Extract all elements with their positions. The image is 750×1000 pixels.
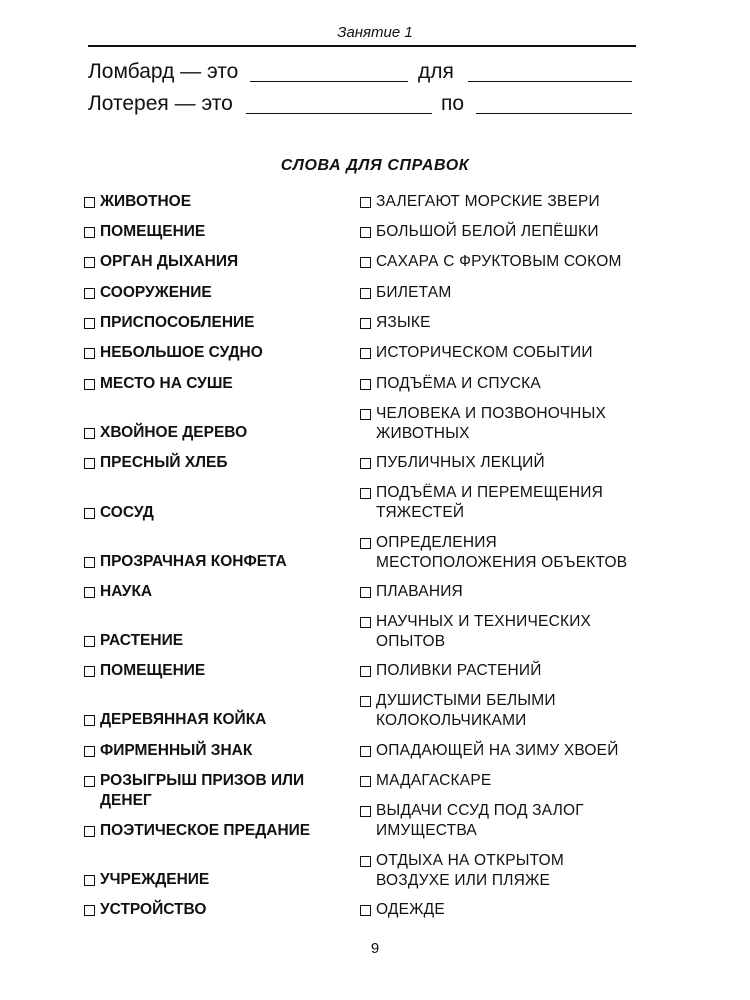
checkbox-icon[interactable] — [84, 666, 95, 677]
checkbox-icon[interactable] — [84, 905, 95, 916]
definition-item — [84, 821, 310, 841]
completion-item — [360, 283, 451, 303]
checkbox-icon[interactable] — [84, 288, 95, 299]
checkbox-icon[interactable] — [84, 587, 95, 598]
definition-item — [84, 423, 247, 443]
definition-item-line: ПРИСПОСОБЛЕНИЕ — [100, 314, 255, 331]
completion-item-line: ИСТОРИЧЕСКОМ СОБЫТИИ — [376, 344, 593, 361]
checkbox-icon[interactable] — [84, 197, 95, 208]
completion-item — [360, 900, 445, 920]
definition-item — [84, 374, 233, 394]
definition-item-line: РАСТЕНИЕ — [100, 632, 184, 649]
definition-item-line: ПОЭТИЧЕСКОЕ ПРЕДАНИЕ — [100, 822, 311, 839]
definition-item-text — [100, 423, 247, 443]
checkbox-icon[interactable] — [84, 318, 95, 329]
checkbox-icon[interactable] — [84, 458, 95, 469]
completion-item — [360, 691, 556, 731]
completion-item — [360, 343, 593, 363]
definition-item-text — [100, 313, 255, 333]
definition-item — [84, 283, 212, 303]
checkbox-icon[interactable] — [360, 776, 371, 787]
definition-item-text — [100, 710, 266, 730]
completion-item-line: ОТДЫХА НА ОТКРЫТОМ — [376, 852, 565, 869]
definition-item-line: ОРГАН ДЫХАНИЯ — [100, 253, 239, 270]
completion-item-text — [376, 851, 564, 891]
definition-item — [84, 453, 228, 473]
completion-item-text — [376, 612, 591, 652]
section-title: СЛОВА ДЛЯ СПРАВОК — [280, 157, 470, 174]
completion-item-line: ПОДЪЁМА И СПУСКА — [376, 375, 541, 392]
definition-item-line: ДЕНЕГ — [100, 792, 152, 809]
completion-item-text — [376, 691, 556, 731]
completion-item — [360, 222, 599, 242]
definition-item-line: ХВОЙНОЕ ДЕРЕВО — [100, 424, 248, 441]
sentence-2-middle: по — [441, 92, 465, 115]
checkbox-icon[interactable] — [360, 806, 371, 817]
completion-item-text — [376, 771, 491, 791]
definition-item-text — [100, 222, 205, 242]
checkbox-icon[interactable] — [84, 776, 95, 787]
completion-item-line: ПЛАВАНИЯ — [376, 583, 463, 600]
completion-item — [360, 192, 600, 212]
definition-item-line: РОЗЫГРЫШ ПРИЗОВ ИЛИ — [100, 772, 305, 789]
checkbox-icon[interactable] — [84, 636, 95, 647]
definition-item-text — [100, 821, 310, 841]
completion-item — [360, 252, 622, 272]
definition-item-text — [100, 552, 287, 572]
completion-item-line: ОДЕЖДЕ — [376, 901, 445, 918]
completion-item — [360, 741, 619, 761]
definition-item-line: ФИРМЕННЫЙ ЗНАК — [100, 742, 253, 759]
definition-item — [84, 900, 206, 920]
blank-1a[interactable] — [250, 81, 408, 82]
definition-item — [84, 343, 263, 363]
sentence-1-prefix: Ломбард — это — [88, 60, 239, 83]
definition-item-line: ПРОЗРАЧНАЯ КОНФЕТА — [100, 553, 287, 570]
completion-item-line: БИЛЕТАМ — [376, 284, 452, 301]
checkbox-icon[interactable] — [360, 288, 371, 299]
definition-item-text — [100, 252, 238, 272]
checkbox-icon[interactable] — [360, 348, 371, 359]
completion-item-line: ДУШИСТЫМИ БЕЛЫМИ — [376, 692, 556, 709]
completion-item-line: ВЫДАЧИ ССУД ПОД ЗАЛОГ — [376, 802, 584, 819]
checkbox-icon[interactable] — [360, 227, 371, 238]
completion-item — [360, 661, 542, 681]
completion-item-text — [376, 801, 584, 841]
completion-item-line: ЗАЛЕГАЮТ МОРСКИЕ ЗВЕРИ — [376, 193, 600, 210]
checkbox-icon[interactable] — [360, 587, 371, 598]
header-divider — [88, 45, 636, 47]
completion-item-line: ЧЕЛОВЕКА И ПОЗВОНОЧНЫХ — [376, 405, 607, 422]
checkbox-icon[interactable] — [84, 875, 95, 886]
completion-item — [360, 771, 491, 791]
completion-item-line: ОПРЕДЕЛЕНИЯ — [376, 534, 497, 551]
completion-item-line: ИМУЩЕСТВА — [376, 822, 477, 839]
checkbox-icon[interactable] — [360, 458, 371, 469]
checkbox-icon[interactable] — [360, 696, 371, 707]
definition-item — [84, 192, 191, 212]
completion-item-text — [376, 252, 622, 272]
definition-item-text — [100, 741, 252, 761]
definition-item-line: НЕБОЛЬШОЕ СУДНО — [100, 344, 263, 361]
completion-item — [360, 582, 463, 602]
completion-item-line: БОЛЬШОЙ БЕЛОЙ ЛЕПЁШКИ — [376, 223, 599, 240]
completion-item — [360, 612, 591, 652]
completion-item — [360, 374, 541, 394]
completion-item — [360, 404, 606, 444]
definition-item — [84, 313, 255, 333]
definition-item — [84, 552, 287, 572]
completion-item-line: ТЯЖЕСТЕЙ — [376, 504, 465, 521]
completion-item — [360, 851, 564, 891]
definition-item — [84, 582, 152, 602]
definition-item — [84, 503, 154, 523]
completion-item-text — [376, 483, 603, 523]
checkbox-icon[interactable] — [84, 557, 95, 568]
definition-item-line: УСТРОЙСТВО — [100, 901, 207, 918]
checkbox-icon[interactable] — [360, 905, 371, 916]
checkbox-icon[interactable] — [84, 348, 95, 359]
definition-item — [84, 631, 183, 651]
checkbox-icon[interactable] — [360, 488, 371, 499]
completion-item-text — [376, 404, 606, 444]
completion-item — [360, 483, 603, 523]
definition-item-text — [100, 631, 183, 651]
completion-item-line: ЖИВОТНЫХ — [376, 425, 470, 442]
completion-item — [360, 801, 584, 841]
sentence-1-middle: для — [418, 60, 454, 83]
definition-item-line: ПРЕСНЫЙ ХЛЕБ — [100, 454, 228, 471]
completion-item-line: КОЛОКОЛЬЧИКАМИ — [376, 712, 527, 729]
definition-item-text — [100, 374, 233, 394]
definition-item — [84, 741, 252, 761]
definition-item-text — [100, 661, 205, 681]
checkbox-icon[interactable] — [360, 538, 371, 549]
definition-item-text — [100, 771, 304, 811]
checkbox-icon[interactable] — [360, 409, 371, 420]
completion-item-text — [376, 741, 619, 761]
completion-item-text — [376, 453, 545, 473]
checkbox-icon[interactable] — [84, 508, 95, 519]
checkbox-icon[interactable] — [360, 379, 371, 390]
checkbox-icon[interactable] — [84, 826, 95, 837]
definition-item-line: УЧРЕЖДЕНИЕ — [100, 871, 210, 888]
completion-item-line: МЕСТОПОЛОЖЕНИЯ ОБЪЕКТОВ — [376, 554, 628, 571]
completion-item-line: ОПАДАЮЩЕЙ НА ЗИМУ ХВОЕЙ — [376, 742, 619, 759]
definition-item-text — [100, 900, 206, 920]
checkbox-icon[interactable] — [360, 746, 371, 757]
definition-item-text — [100, 283, 212, 303]
checkbox-icon[interactable] — [360, 856, 371, 867]
definition-item — [84, 771, 304, 811]
definition-item — [84, 252, 238, 272]
page-number: 9 — [370, 940, 380, 957]
checkbox-icon[interactable] — [84, 746, 95, 757]
completion-item-line: ПУБЛИЧНЫХ ЛЕКЦИЙ — [376, 454, 545, 471]
checkbox-icon[interactable] — [360, 318, 371, 329]
completion-item-text — [376, 343, 593, 363]
completion-item-line: САХАРА С ФРУКТОВЫМ СОКОМ — [376, 253, 622, 270]
definition-item-text — [100, 192, 191, 212]
definition-item-line: ЖИВОТНОЕ — [100, 193, 192, 210]
completion-item-line: ОПЫТОВ — [376, 633, 446, 650]
definition-item-line: НАУКА — [100, 583, 153, 600]
checkbox-icon[interactable] — [84, 257, 95, 268]
checkbox-icon[interactable] — [84, 428, 95, 439]
definition-item-line: СОСУД — [100, 504, 154, 521]
completion-item-line: ЯЗЫКЕ — [376, 314, 431, 331]
checkbox-icon[interactable] — [360, 197, 371, 208]
checkbox-icon[interactable] — [84, 715, 95, 726]
completion-item-line: ПОЛИВКИ РАСТЕНИЙ — [376, 662, 542, 679]
definition-item — [84, 870, 209, 890]
sentence-2-prefix: Лотерея — это — [88, 92, 233, 115]
definition-item-text — [100, 870, 209, 890]
completion-item-text — [376, 582, 463, 602]
blank-1b[interactable] — [468, 81, 632, 82]
blank-2b[interactable] — [476, 113, 632, 114]
checkbox-icon[interactable] — [360, 617, 371, 628]
checkbox-icon[interactable] — [360, 257, 371, 268]
definition-item-line: ПОМЕЩЕНИЕ — [100, 662, 206, 679]
definition-item-text — [100, 343, 263, 363]
definition-item-line: СООРУЖЕНИЕ — [100, 284, 212, 301]
checkbox-icon[interactable] — [84, 227, 95, 238]
completion-item-line: ПОДЪЁМА И ПЕРЕМЕЩЕНИЯ — [376, 484, 603, 501]
definition-item — [84, 710, 266, 730]
completion-item — [360, 453, 545, 473]
completion-item — [360, 313, 431, 333]
completion-item-line: НАУЧНЫХ И ТЕХНИЧЕСКИХ — [376, 613, 592, 630]
completion-item-text — [376, 313, 431, 333]
completion-item-text — [376, 222, 599, 242]
completion-item — [360, 533, 627, 573]
definition-item-text — [100, 582, 152, 602]
completion-item-text — [376, 374, 541, 394]
completion-item-text — [376, 900, 445, 920]
completion-item-text — [376, 283, 451, 303]
completion-item-text — [376, 533, 627, 573]
completion-item-line: ВОЗДУХЕ ИЛИ ПЛЯЖЕ — [376, 872, 551, 889]
checkbox-icon[interactable] — [84, 379, 95, 390]
completion-item-text — [376, 661, 542, 681]
definition-item — [84, 661, 205, 681]
definition-item-line: МЕСТО НА СУШЕ — [100, 375, 233, 392]
definition-item-line: ПОМЕЩЕНИЕ — [100, 223, 206, 240]
definition-item-text — [100, 503, 154, 523]
checkbox-icon[interactable] — [360, 666, 371, 677]
completion-item-text — [376, 192, 600, 212]
completion-item-line: МАДАГАСКАРЕ — [376, 772, 492, 789]
definition-item-line: ДЕРЕВЯННАЯ КОЙКА — [100, 711, 267, 728]
blank-2a[interactable] — [246, 113, 432, 114]
definition-item-text — [100, 453, 228, 473]
lesson-title: Занятие 1 — [337, 24, 413, 41]
definition-item — [84, 222, 205, 242]
